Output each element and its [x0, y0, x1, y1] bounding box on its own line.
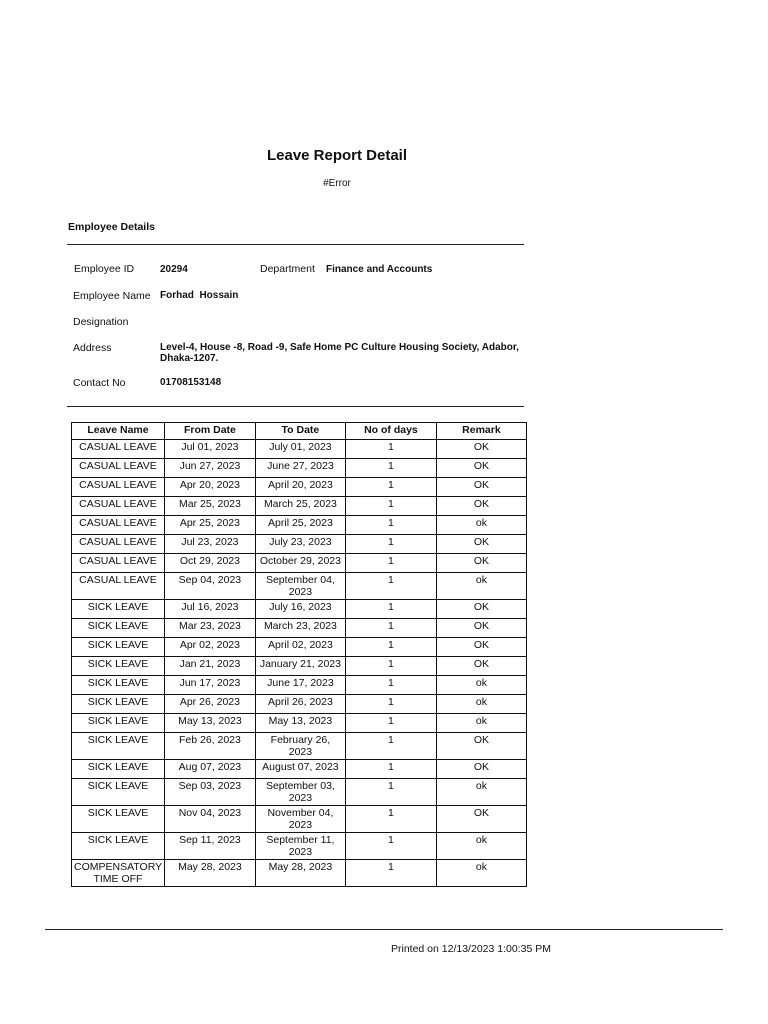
- no-of-days-cell: 1: [345, 600, 436, 619]
- remark-cell: OK: [436, 478, 526, 497]
- to-date-cell: August 07, 2023: [255, 760, 345, 779]
- to-date-cell: February 26, 2023: [255, 733, 345, 760]
- no-of-days-cell: 1: [345, 478, 436, 497]
- to-date-cell: April 20, 2023: [255, 478, 345, 497]
- table-row: [72, 638, 527, 657]
- table-row: [72, 600, 527, 619]
- leave-name-cell: SICK LEAVE: [72, 779, 165, 806]
- remark-cell: ok: [436, 695, 526, 714]
- leave-name-cell: SICK LEAVE: [72, 714, 165, 733]
- no-of-days-cell: 1: [345, 714, 436, 733]
- remark-cell: ok: [436, 860, 526, 887]
- from-date-cell: Jul 01, 2023: [164, 440, 255, 459]
- remark-cell: OK: [436, 806, 526, 833]
- to-date-cell: April 25, 2023: [255, 516, 345, 535]
- leave-name-cell: SICK LEAVE: [72, 695, 165, 714]
- col-header-leave-name: Leave Name: [72, 423, 165, 440]
- table-row: [72, 714, 527, 733]
- to-date-cell: May 13, 2023: [255, 714, 345, 733]
- no-of-days-cell: 1: [345, 806, 436, 833]
- contact-value: 01708153148: [160, 377, 222, 388]
- designation-label: Designation: [73, 316, 129, 328]
- from-date-cell: Nov 04, 2023: [164, 806, 255, 833]
- from-date-cell: Sep 03, 2023: [164, 779, 255, 806]
- leave-name-cell: SICK LEAVE: [72, 657, 165, 676]
- leave-name-cell: SICK LEAVE: [72, 676, 165, 695]
- table-row: [72, 676, 527, 695]
- no-of-days-cell: 1: [345, 535, 436, 554]
- to-date-cell: July 16, 2023: [255, 600, 345, 619]
- employee-id-value: 20294: [160, 264, 188, 275]
- remark-cell: ok: [436, 573, 526, 600]
- leave-name-cell: CASUAL LEAVE: [72, 535, 165, 554]
- from-date-cell: Apr 26, 2023: [164, 695, 255, 714]
- from-date-cell: Apr 02, 2023: [164, 638, 255, 657]
- table-header-row: [72, 423, 527, 440]
- leave-name-cell: CASUAL LEAVE: [72, 459, 165, 478]
- remark-cell: OK: [436, 535, 526, 554]
- from-date-cell: May 13, 2023: [164, 714, 255, 733]
- table-row: [72, 440, 527, 459]
- leave-name-cell: CASUAL LEAVE: [72, 478, 165, 497]
- leave-name-cell: SICK LEAVE: [72, 600, 165, 619]
- no-of-days-cell: 1: [345, 833, 436, 860]
- remark-cell: OK: [436, 638, 526, 657]
- no-of-days-cell: 1: [345, 554, 436, 573]
- table-row: [72, 554, 527, 573]
- divider-top: [67, 244, 524, 245]
- employee-name-label: Employee Name: [73, 290, 151, 302]
- from-date-cell: Sep 04, 2023: [164, 573, 255, 600]
- table-row: [72, 760, 527, 779]
- to-date-cell: January 21, 2023: [255, 657, 345, 676]
- section-title: Employee Details: [68, 221, 155, 233]
- to-date-cell: September 03, 2023: [255, 779, 345, 806]
- table-row: [72, 497, 527, 516]
- table-row: [72, 657, 527, 676]
- divider-bottom: [67, 406, 524, 407]
- to-date-cell: March 23, 2023: [255, 619, 345, 638]
- from-date-cell: Jan 21, 2023: [164, 657, 255, 676]
- to-date-cell: July 01, 2023: [255, 440, 345, 459]
- leave-name-cell: CASUAL LEAVE: [72, 497, 165, 516]
- leave-name-cell: COMPENSATORY TIME OFF: [72, 860, 165, 887]
- from-date-cell: Jul 23, 2023: [164, 535, 255, 554]
- table-row: [72, 779, 527, 806]
- remark-cell: OK: [436, 733, 526, 760]
- department-label: Department: [260, 263, 315, 275]
- to-date-cell: April 26, 2023: [255, 695, 345, 714]
- department-value: Finance and Accounts: [326, 264, 433, 275]
- to-date-cell: July 23, 2023: [255, 535, 345, 554]
- no-of-days-cell: 1: [345, 657, 436, 676]
- col-header-to-date: To Date: [255, 423, 345, 440]
- table-body: [72, 440, 527, 887]
- table-row: [72, 733, 527, 760]
- leave-name-cell: SICK LEAVE: [72, 833, 165, 860]
- table-row: [72, 516, 527, 535]
- from-date-cell: Jun 17, 2023: [164, 676, 255, 695]
- remark-cell: OK: [436, 459, 526, 478]
- leave-name-cell: CASUAL LEAVE: [72, 440, 165, 459]
- to-date-cell: June 17, 2023: [255, 676, 345, 695]
- to-date-cell: March 25, 2023: [255, 497, 345, 516]
- remark-cell: OK: [436, 497, 526, 516]
- to-date-cell: November 04, 2023: [255, 806, 345, 833]
- table-row: [72, 695, 527, 714]
- table-row: [72, 459, 527, 478]
- leave-name-cell: SICK LEAVE: [72, 806, 165, 833]
- no-of-days-cell: 1: [345, 733, 436, 760]
- no-of-days-cell: 1: [345, 516, 436, 535]
- remark-cell: ok: [436, 676, 526, 695]
- from-date-cell: Sep 11, 2023: [164, 833, 255, 860]
- no-of-days-cell: 1: [345, 573, 436, 600]
- from-date-cell: Feb 26, 2023: [164, 733, 255, 760]
- remark-cell: ok: [436, 833, 526, 860]
- table-row: [72, 806, 527, 833]
- report-subtitle: #Error: [323, 178, 351, 189]
- to-date-cell: September 04, 2023: [255, 573, 345, 600]
- table-row: [72, 619, 527, 638]
- leave-name-cell: SICK LEAVE: [72, 733, 165, 760]
- no-of-days-cell: 1: [345, 638, 436, 657]
- col-header-remark: Remark: [436, 423, 526, 440]
- from-date-cell: Oct 29, 2023: [164, 554, 255, 573]
- table-row: [72, 833, 527, 860]
- to-date-cell: June 27, 2023: [255, 459, 345, 478]
- no-of-days-cell: 1: [345, 760, 436, 779]
- footer-divider: [45, 929, 723, 930]
- no-of-days-cell: 1: [345, 440, 436, 459]
- to-date-cell: April 02, 2023: [255, 638, 345, 657]
- from-date-cell: Mar 23, 2023: [164, 619, 255, 638]
- table-row: [72, 573, 527, 600]
- to-date-cell: September 11, 2023: [255, 833, 345, 860]
- col-header-from-date: From Date: [164, 423, 255, 440]
- remark-cell: OK: [436, 554, 526, 573]
- from-date-cell: Apr 20, 2023: [164, 478, 255, 497]
- from-date-cell: May 28, 2023: [164, 860, 255, 887]
- no-of-days-cell: 1: [345, 459, 436, 478]
- from-date-cell: Jun 27, 2023: [164, 459, 255, 478]
- no-of-days-cell: 1: [345, 779, 436, 806]
- table-row: [72, 535, 527, 554]
- remark-cell: ok: [436, 779, 526, 806]
- leave-name-cell: SICK LEAVE: [72, 638, 165, 657]
- to-date-cell: May 28, 2023: [255, 860, 345, 887]
- no-of-days-cell: 1: [345, 860, 436, 887]
- no-of-days-cell: 1: [345, 619, 436, 638]
- employee-name-value: Forhad Hossain: [160, 290, 239, 301]
- remark-cell: OK: [436, 440, 526, 459]
- leave-name-cell: SICK LEAVE: [72, 619, 165, 638]
- leave-name-cell: SICK LEAVE: [72, 760, 165, 779]
- remark-cell: ok: [436, 714, 526, 733]
- table-row: [72, 860, 527, 887]
- remark-cell: OK: [436, 600, 526, 619]
- from-date-cell: Apr 25, 2023: [164, 516, 255, 535]
- remark-cell: OK: [436, 657, 526, 676]
- col-header-no-of-days: No of days: [345, 423, 436, 440]
- address-label: Address: [73, 342, 112, 354]
- contact-label: Contact No: [73, 377, 126, 389]
- leave-name-cell: CASUAL LEAVE: [72, 573, 165, 600]
- from-date-cell: Mar 25, 2023: [164, 497, 255, 516]
- remark-cell: OK: [436, 619, 526, 638]
- no-of-days-cell: 1: [345, 497, 436, 516]
- leave-name-cell: CASUAL LEAVE: [72, 516, 165, 535]
- printed-timestamp: Printed on 12/13/2023 1:00:35 PM: [391, 943, 551, 955]
- no-of-days-cell: 1: [345, 695, 436, 714]
- table-row: [72, 478, 527, 497]
- no-of-days-cell: 1: [345, 676, 436, 695]
- remark-cell: OK: [436, 760, 526, 779]
- employee-id-label: Employee ID: [74, 263, 135, 275]
- from-date-cell: Aug 07, 2023: [164, 760, 255, 779]
- address-value: Level-4, House -8, Road -9, Safe Home PC Culture Housing Society, Adabor, Dhaka-1207.: [160, 342, 519, 364]
- remark-cell: ok: [436, 516, 526, 535]
- leave-name-cell: CASUAL LEAVE: [72, 554, 165, 573]
- from-date-cell: Jul 16, 2023: [164, 600, 255, 619]
- report-title: Leave Report Detail: [266, 147, 408, 164]
- to-date-cell: October 29, 2023: [255, 554, 345, 573]
- leave-table: [71, 422, 527, 887]
